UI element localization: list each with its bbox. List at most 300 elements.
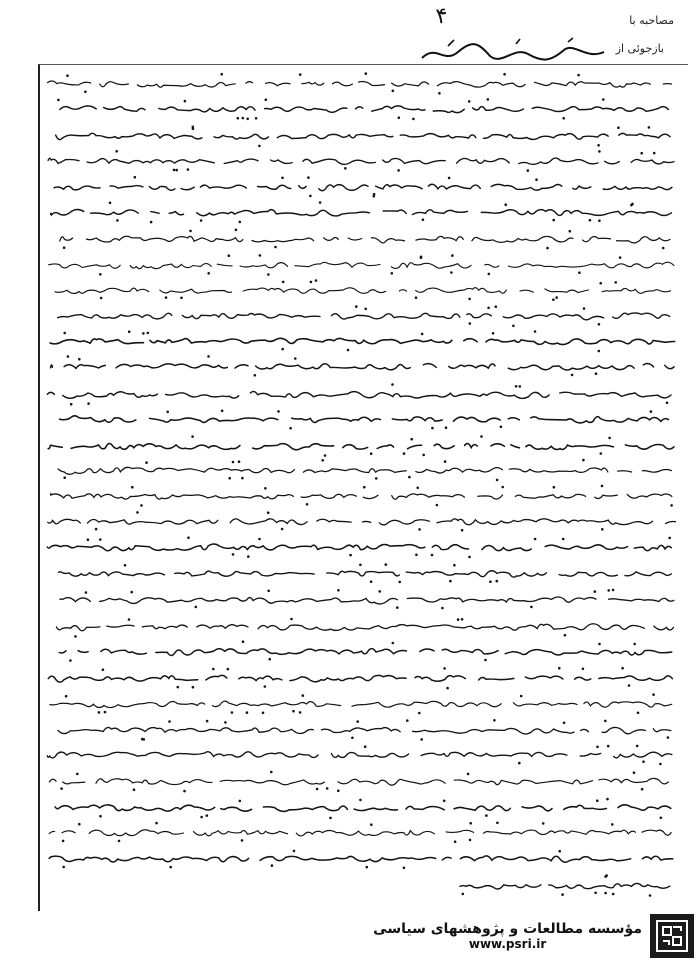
handwriting-dot: [232, 461, 235, 464]
handwriting-dot: [418, 528, 421, 531]
handwriting-dot: [370, 452, 373, 455]
handwriting-dot: [583, 307, 586, 310]
handwriting-dot: [392, 642, 395, 645]
handwriting-dot: [604, 875, 607, 878]
handwriting-dot: [76, 773, 79, 776]
handwriting-dot: [558, 667, 561, 670]
handwriting-dot: [484, 659, 487, 662]
handwriting-dot: [347, 349, 350, 352]
handwriting-dot: [596, 746, 599, 749]
institute-url[interactable]: www.psri.ir: [468, 937, 547, 951]
handwriting-dot: [282, 281, 285, 284]
handwriting-dot: [446, 687, 449, 690]
handwriting-dot: [594, 892, 597, 895]
handwriting-dot: [666, 402, 669, 405]
handwriting-dot: [207, 272, 210, 275]
handwriting-dot: [62, 866, 65, 869]
handwritten-line: [47, 727, 671, 734]
handwriting-dot: [487, 98, 490, 101]
handwriting-dot: [469, 839, 472, 842]
handwriting-dot: [598, 643, 601, 646]
handwriting-dot: [555, 296, 558, 299]
handwriting-dot: [104, 711, 107, 714]
handwriting-dot: [438, 92, 441, 95]
handwriting-dot: [134, 176, 137, 179]
handwritten-line: [58, 313, 670, 320]
handwriting-dot: [422, 454, 425, 457]
handwriting-dot: [589, 219, 592, 222]
handwriting-dot: [561, 893, 564, 896]
handwriting-dot: [274, 246, 277, 249]
handwriting-dot: [169, 866, 172, 869]
handwriting-dot: [608, 437, 611, 440]
handwriting-dot: [598, 219, 601, 222]
handwriting-dot: [344, 167, 347, 170]
handwriting-dot: [241, 839, 244, 842]
handwriting-dot: [653, 152, 656, 155]
handwriting-dot: [166, 411, 169, 414]
handwriting-dot: [228, 254, 231, 257]
handwriting-dot: [165, 296, 168, 299]
handwriting-dot: [488, 273, 491, 276]
handwriting-dot: [67, 355, 70, 358]
handwritten-line: [60, 597, 674, 604]
handwriting-dot: [480, 435, 483, 438]
handwriting-dot: [271, 864, 274, 867]
handwriting-dot: [281, 348, 284, 351]
handwriting-dot: [239, 221, 242, 224]
handwriting-dot: [598, 350, 601, 353]
handwritten-line: [49, 106, 668, 113]
handwriting-dot: [642, 760, 645, 763]
handwriting-dot: [375, 477, 378, 480]
handwriting-dot: [670, 504, 673, 507]
handwriting-dot: [396, 606, 399, 609]
handwriting-dot: [412, 118, 415, 121]
handwriting-dot: [530, 606, 533, 609]
handwriting-dot: [133, 788, 136, 791]
handwriting-dot: [128, 618, 131, 621]
handwriting-dot: [448, 177, 451, 180]
handwriting-dot: [140, 504, 143, 507]
handwriting-dot: [124, 564, 127, 567]
handwriting-dot: [87, 402, 90, 405]
handwriting-dot: [168, 720, 171, 723]
handwriting-dot: [307, 176, 310, 179]
handwriting-dot: [141, 738, 144, 741]
handwriting-dot: [422, 218, 425, 221]
handwriting-dot: [397, 169, 400, 172]
handwriting-dot: [607, 589, 610, 592]
handwriting-dot: [173, 169, 176, 172]
handwriting-dot: [192, 126, 195, 129]
handwritten-line: [58, 467, 671, 474]
handwriting-dot: [578, 271, 581, 274]
handwriting-dot: [594, 590, 597, 593]
handwritten-line: [49, 856, 673, 862]
handwriting-dot: [668, 537, 671, 540]
handwriting-dot: [596, 799, 599, 802]
handwriting-dot: [415, 554, 418, 557]
handwriting-dot: [602, 98, 605, 101]
handwriting-dot: [454, 840, 457, 843]
handwriting-dot: [231, 711, 234, 714]
handwriting-dot: [294, 357, 297, 360]
handwriting-dot: [309, 195, 312, 198]
handwriting-dot: [617, 126, 620, 129]
handwriting-dot: [582, 459, 585, 462]
handwriting-dot: [493, 719, 496, 722]
handwriting-dot: [246, 118, 249, 121]
handwriting-dot: [267, 590, 270, 593]
handwritten-line: [45, 184, 672, 190]
handwriting-dot: [100, 297, 103, 300]
handwriting-dot: [351, 737, 354, 740]
handwriting-dot: [242, 640, 245, 643]
handwriting-dot: [329, 817, 332, 820]
handwritten-line: [50, 338, 675, 344]
handwriting-dot: [247, 555, 250, 558]
handwriting-dot: [98, 711, 101, 714]
handwriting-dot: [355, 305, 358, 308]
handwriting-dot: [63, 246, 66, 249]
handwriting-dot: [597, 144, 600, 147]
handwriting-dot: [207, 355, 210, 358]
handwriting-dot: [310, 281, 313, 284]
handwriting-dot: [65, 695, 68, 698]
handwriting-dot: [453, 564, 456, 567]
handwriting-dot: [461, 529, 464, 532]
handwriting-dot: [366, 866, 369, 869]
handwriting-dot: [85, 591, 88, 594]
handwriting-dot: [467, 773, 470, 776]
handwriting-dot: [569, 230, 572, 233]
handwriting-dot: [659, 763, 662, 766]
handwritten-line: [50, 701, 672, 707]
handwriting-dot: [84, 91, 87, 94]
handwritten-line: [59, 571, 672, 577]
handwriting-dot: [398, 581, 401, 584]
handwriting-dot: [445, 426, 448, 429]
handwriting-dot: [66, 74, 69, 77]
handwriting-dot: [534, 538, 537, 541]
handwriting-dot: [118, 840, 121, 843]
handwriting-dot: [487, 307, 490, 310]
handwriting-dot: [398, 116, 401, 119]
handwriting-dot: [441, 607, 444, 610]
handwritten-line: [48, 158, 674, 164]
handwriting-dot: [99, 815, 102, 818]
handwriting-dot: [614, 281, 617, 284]
handwriting-dot: [128, 330, 131, 333]
handwriting-dot: [228, 477, 231, 480]
handwriting-dot: [612, 589, 615, 592]
handwriting-dot: [259, 254, 262, 257]
handwriting-dot: [200, 219, 203, 222]
handwriting-dot: [601, 485, 604, 488]
handwritten-line: [49, 830, 671, 836]
handwriting-dot: [255, 117, 258, 120]
handwriting-dot: [116, 219, 119, 222]
handwriting-dot: [640, 152, 643, 155]
handwriting-dot: [462, 893, 465, 896]
handwriting-dot: [606, 798, 609, 801]
handwriting-dot: [265, 98, 268, 101]
handwriting-dot: [326, 787, 329, 790]
handwriting-dot: [302, 694, 305, 697]
handwriting-dot: [191, 435, 194, 438]
handwriting-dot: [628, 684, 631, 687]
handwritten-line: [51, 493, 672, 499]
handwriting-dot: [415, 296, 418, 299]
handwriting-dot: [292, 710, 295, 713]
handwritten-line: [40, 544, 671, 551]
handwritten-line: [47, 752, 672, 758]
handwriting-dot: [563, 722, 566, 725]
handwriting-dot: [496, 479, 499, 482]
handwritten-line: [55, 288, 671, 294]
handwriting-dot: [239, 800, 242, 803]
handwriting-dot: [403, 452, 406, 455]
handwriting-dot: [443, 667, 446, 670]
handwriting-dot: [63, 332, 66, 335]
handwriting-dot: [136, 511, 139, 514]
handwriting-dot: [246, 711, 249, 714]
handwriting-dot: [337, 790, 340, 793]
handwriting-dot: [420, 256, 423, 259]
handwriting-dot: [293, 850, 296, 853]
handwriting-dot: [62, 840, 65, 843]
handwriting-dot: [604, 720, 607, 723]
handwriting-dot: [63, 476, 66, 479]
handwriting-dot: [142, 332, 145, 335]
handwriting-dot: [99, 538, 102, 541]
handwriting-dot: [183, 790, 186, 793]
handwriting-dot: [220, 73, 223, 76]
handwriting-dot: [187, 168, 190, 171]
handwriting-dot: [60, 787, 63, 790]
handwritten-line: [59, 649, 672, 656]
handwriting-dot: [636, 745, 639, 748]
handwriting-dot: [503, 73, 506, 76]
handwriting-dot: [418, 712, 421, 715]
handwriting-dot: [130, 591, 133, 594]
handwriting-dot: [451, 254, 454, 257]
handwriting-dot: [420, 738, 423, 741]
handwriting-dot: [337, 589, 340, 592]
handwriting-dot: [598, 323, 601, 326]
handwriting-dot: [436, 504, 439, 507]
handwriting-dot: [290, 618, 293, 621]
handwriting-dot: [102, 668, 105, 671]
handwriting-dot: [512, 325, 515, 328]
handwriting-dot: [652, 693, 655, 696]
handwritten-line: [48, 675, 672, 682]
handwriting-dot: [69, 659, 72, 662]
handwriting-dot: [495, 305, 498, 308]
handwriting-dot: [431, 554, 434, 557]
handwriting-dot: [254, 374, 257, 377]
handwriting-dot: [667, 736, 670, 739]
handwriting-dot: [416, 487, 419, 490]
handwriting-dot: [582, 668, 585, 671]
handwriting-dot: [242, 117, 245, 120]
handwriting-dot: [562, 538, 565, 541]
handwriting-dot: [264, 685, 267, 688]
handwriting-dot: [237, 117, 240, 120]
handwriting-dot: [410, 438, 413, 441]
handwriting-dot: [262, 712, 265, 715]
handwriting-dot: [443, 800, 446, 803]
investigator-label: بازجوئی از: [615, 42, 664, 55]
handwriting-dot: [518, 762, 521, 765]
handwritten-line: [51, 363, 675, 369]
handwriting-dot: [180, 297, 183, 300]
handwriting-dot: [78, 823, 81, 826]
handwriting-dot: [500, 426, 503, 429]
handwriting-dot: [281, 528, 284, 531]
handwriting-dot: [227, 668, 230, 671]
handwriting-dot: [633, 771, 636, 774]
handwriting-dot: [391, 383, 394, 386]
handwriting-dot: [57, 99, 60, 102]
handwriting-dot: [365, 72, 368, 75]
handwriting-dot: [195, 606, 198, 609]
handwritten-line: [49, 778, 668, 785]
handwriting-dot: [542, 822, 545, 825]
handwriting-dot: [571, 374, 574, 377]
handwriting-dot: [200, 816, 203, 819]
handwriting-dot: [87, 538, 90, 541]
handwriting-dot: [534, 330, 537, 333]
handwriting-dot: [289, 427, 292, 430]
handwritten-line: [40, 391, 671, 398]
handwriting-dot: [267, 273, 270, 276]
handwriting-dot: [600, 452, 603, 455]
handwriting-dot: [496, 822, 499, 825]
institute-name: مؤسسه مطالعات و پژوهشهای سیاسی: [373, 921, 642, 937]
handwriting-dot: [535, 178, 538, 181]
handwriting-dot: [520, 695, 523, 698]
handwriting-dot: [175, 169, 178, 172]
handwriting-dot: [281, 177, 284, 180]
handwriting-dot: [468, 298, 471, 301]
handwriting-dot: [189, 230, 192, 233]
handwriting-dot: [370, 580, 373, 583]
handwriting-dot: [519, 385, 522, 388]
handwriting-dot: [469, 322, 472, 325]
handwritten-line: [43, 210, 672, 216]
handwriting-dot: [392, 90, 395, 93]
handwriting-dot: [662, 247, 665, 250]
handwriting-dot: [552, 219, 555, 222]
handwriting-dot: [611, 823, 614, 826]
handwriting-dot: [649, 894, 652, 897]
handwriting-dot: [450, 271, 453, 274]
handwriting-dot: [553, 486, 556, 489]
handwriting-dot: [258, 145, 261, 148]
handwriting-dot: [177, 686, 180, 689]
handwriting-dot: [558, 850, 561, 853]
handwriting-dot: [319, 201, 322, 204]
handwriting-dot: [604, 892, 607, 895]
handwriting-dot: [612, 893, 615, 896]
handwriting-dot: [408, 476, 411, 479]
handwriting-dot: [349, 554, 352, 557]
handwritten-line: [52, 416, 668, 423]
handwriting-dot: [364, 308, 367, 311]
handwriting-dot: [504, 203, 507, 206]
handwriting-dot: [385, 563, 388, 566]
handwriting-dot: [115, 150, 118, 153]
handwriting-dot: [577, 74, 580, 77]
handwriting-dot: [359, 564, 362, 567]
handwriting-dot: [595, 372, 598, 375]
handwriting-dot: [457, 618, 460, 621]
handwriting-dot: [74, 635, 77, 638]
handwriting-dot: [95, 528, 98, 531]
handwritten-line: [48, 519, 676, 525]
handwriting-dot: [316, 788, 319, 791]
handwriting-dot: [258, 538, 261, 541]
handwriting-dot: [449, 580, 452, 583]
handwriting-dot: [147, 332, 150, 335]
handwriting-dot: [489, 580, 492, 583]
handwriting-dot: [99, 273, 102, 276]
handwriting-dot: [212, 668, 215, 671]
handwriting-dot: [660, 817, 663, 820]
page-number: ۴: [434, 3, 450, 30]
handwriting-dot: [299, 73, 302, 76]
handwriting-dot: [264, 487, 267, 490]
handwriting-dot: [321, 459, 324, 462]
handwriting-dot: [356, 720, 359, 723]
handwriting-dot: [224, 721, 227, 724]
handwriting-dot: [187, 536, 190, 539]
interview-label: مصاحبه با: [629, 14, 674, 27]
handwriting-dot: [469, 822, 472, 825]
handwriting-dot: [601, 528, 604, 531]
handwriting-dot: [562, 117, 565, 120]
handwritten-line: [48, 443, 674, 449]
handwriting-dot: [184, 100, 187, 103]
handwriting-dot: [306, 503, 309, 506]
handwriting-dot: [277, 410, 280, 413]
handwriting-dot: [527, 169, 530, 172]
handwriting-dot: [70, 403, 73, 406]
handwritten-line: [56, 133, 670, 139]
handwriting-dot: [109, 202, 112, 205]
handwriting-dot: [268, 658, 271, 661]
handwritten-line: [49, 262, 674, 268]
handwriting-dot: [468, 100, 471, 103]
handwriting-dot: [232, 553, 235, 556]
handwriting-dot: [403, 867, 406, 870]
handwriting-dot: [270, 771, 273, 774]
institute-logo-icon: [650, 914, 694, 958]
handwriting-dot: [78, 358, 81, 361]
handwriting-dot: [206, 814, 209, 817]
handwriting-dot: [421, 333, 424, 336]
handwriting-dot: [370, 823, 373, 826]
handwriting-dot: [444, 460, 447, 463]
handwritten-line: [56, 624, 673, 631]
handwriting-dot: [373, 193, 376, 196]
handwriting-dot: [492, 332, 495, 335]
handwriting-dot: [324, 454, 327, 457]
handwriting-dot: [619, 256, 622, 259]
handwriting-dot: [648, 126, 651, 129]
